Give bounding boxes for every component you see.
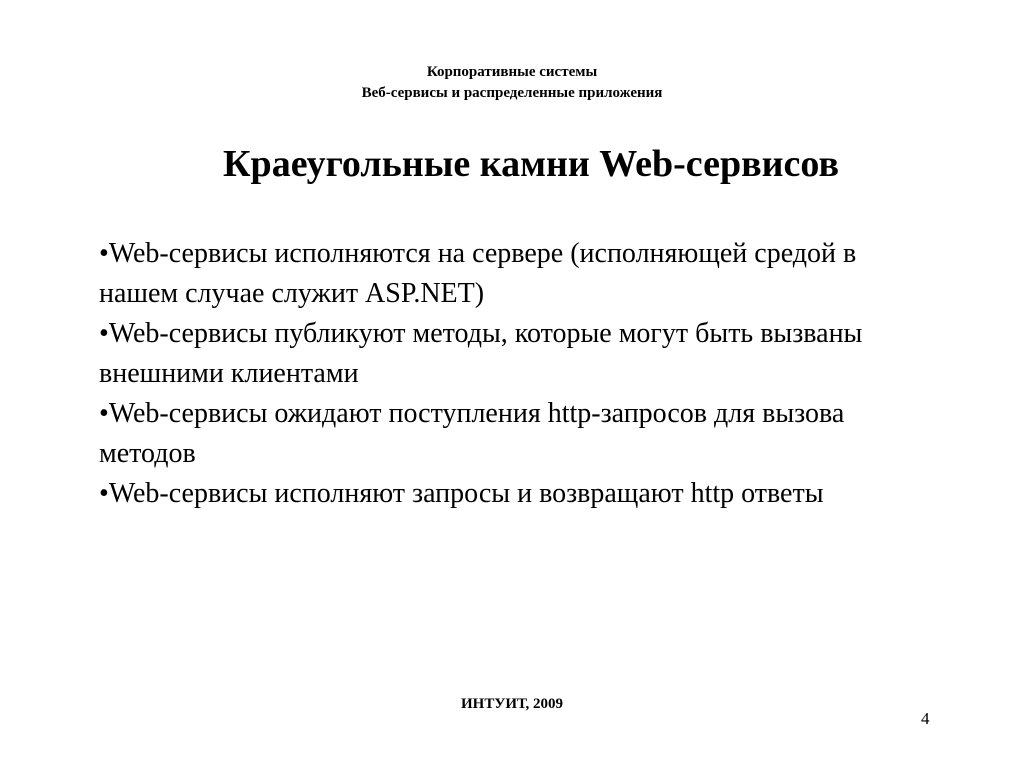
slide-header — [0, 62, 1024, 104]
header-course-subtitle: Веб-сервисы и распределенные приложения — [361, 85, 663, 101]
bullet-item — [99, 474, 929, 514]
bullet-list — [99, 234, 929, 514]
bullet-mark: • — [99, 238, 109, 269]
bullet-mark: • — [99, 398, 109, 429]
bullet-text: Web-сервисы исполняют запросы и возвращают http ответы — [108, 478, 824, 509]
header-course-title: Корпоративные системы — [426, 64, 598, 80]
bullet-item — [99, 394, 929, 474]
page-number: 4 — [921, 709, 930, 728]
slide-title: Краеугольные камни Web-сервисов — [223, 143, 839, 185]
bullet-mark: • — [99, 318, 109, 349]
bullet-text: Web-сервисы исполняются на сервере (исполняющей средой в нашем случае служит ASP.NET) — [99, 238, 857, 309]
bullet-text: Web-сервисы ожидают поступления http-запросов для вызова методов — [99, 398, 845, 469]
bullet-mark: • — [99, 478, 109, 509]
bullet-text: Web-сервисы публикуют методы, которые могут быть вызваны внешними клиентами — [99, 318, 863, 389]
bullet-item — [99, 314, 929, 394]
slide-footer: ИНТУИТ, 2009 — [460, 696, 564, 712]
bullet-item — [99, 234, 929, 314]
